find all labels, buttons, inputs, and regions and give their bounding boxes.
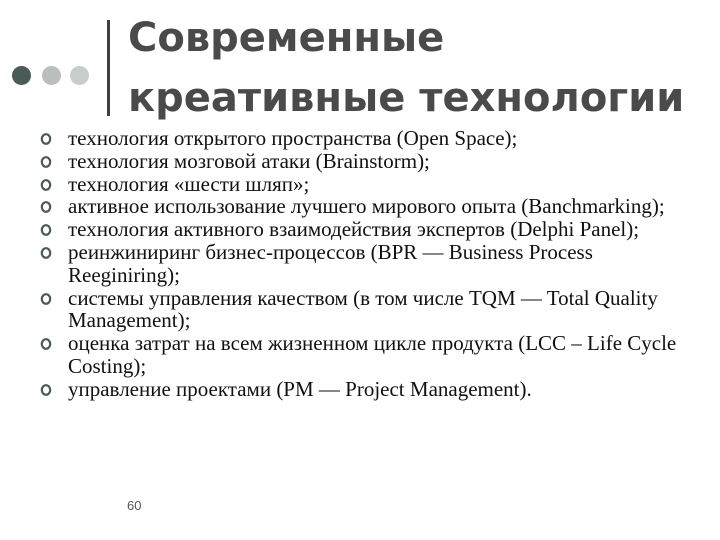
list-item [40,287,710,333]
ring-bullet-icon [40,383,52,397]
list-item-text: технология открытого пространства (Open Space); [68,126,518,150]
light-dot-icon [70,66,89,85]
list-item [40,150,710,173]
ring-bullet-icon [40,155,52,169]
technology-list [40,127,710,401]
ring-bullet-icon [40,178,52,192]
list-item-text: технология «шести шляп»; [68,171,310,196]
ring-bullet-icon [40,132,52,146]
list-item-text: управление проектами (PM — Project Management). [68,376,532,401]
list-item-text: реинжиниринг бизнес-процессов (BPR — Business Process Reeginiring); [68,239,593,287]
ring-bullet-icon [40,223,52,237]
light-dot-icon [42,66,61,85]
list-item [40,127,710,150]
slide-title: Современные креативные технологии [128,15,685,121]
list-item [40,378,710,401]
list-item [40,241,710,287]
list-item [40,332,710,378]
title-divider [107,20,110,116]
dark-dot-icon [12,66,31,85]
list-item [40,173,710,196]
page-number: 60 [127,498,142,513]
list-item [40,195,710,218]
ring-bullet-icon [40,246,52,260]
ring-bullet-icon [40,292,52,306]
list-item [40,218,710,241]
list-item-text: технология активного взаимодействия экспертов (Delphi Panel); [68,217,640,242]
list-item-text: технология мозговой атаки (Brainstorm); [68,148,430,173]
list-item-text: системы управления качеством (в том числе TQM — Total Quality Management); [68,285,658,333]
ring-bullet-icon [40,200,52,214]
ring-bullet-icon [40,337,52,351]
list-item-text: активное использование лучшего мирового опыта (Banchmarking); [68,194,665,219]
decorative-dots [12,66,102,86]
list-item-text: оценка затрат на всем жизненном цикле продукта (LCC – Life Cycle Costing); [68,331,677,378]
